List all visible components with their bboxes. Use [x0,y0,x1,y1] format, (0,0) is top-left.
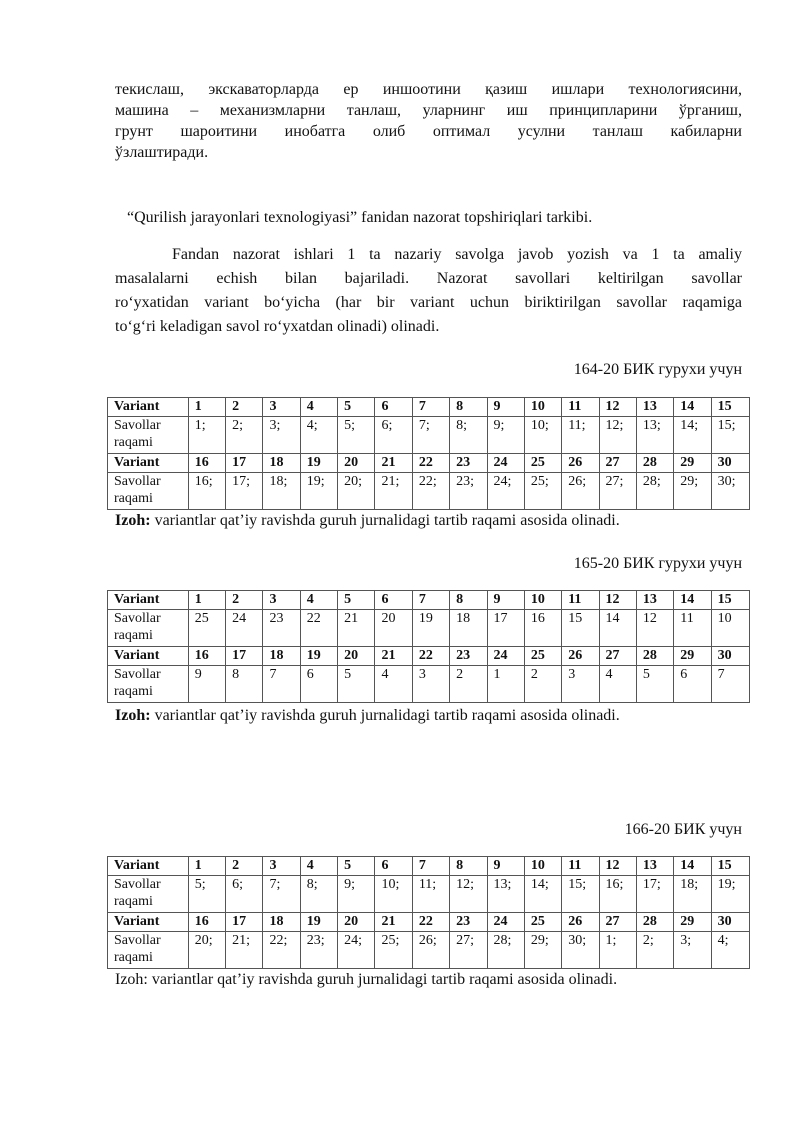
question-number-cell: 23; [300,932,337,969]
question-number-cell: 2; [226,417,263,454]
variant-number-cell: 9 [487,591,524,610]
question-number-cell: 14 [599,610,636,647]
question-number-cell: 18; [674,876,711,913]
question-number-cell: 6 [674,666,711,703]
note-166 [115,970,617,990]
question-number-cell: 15; [711,417,749,454]
variant-number-cell: 6 [375,857,412,876]
question-number-cell: 3; [674,932,711,969]
question-number-cell: 4; [300,417,337,454]
variant-number-cell: 3 [263,591,300,610]
intro-paragraph [115,79,742,163]
question-number-cell: 19 [412,610,449,647]
variant-number-cell: 6 [375,591,412,610]
variant-number-cell: 2 [226,591,263,610]
question-number-cell: 12; [450,876,487,913]
variant-number-cell: 18 [263,454,300,473]
variant-number-cell: 27 [599,647,636,666]
variant-number-cell: 5 [338,591,375,610]
variant-number-cell: 21 [375,454,412,473]
variant-number-cell: 10 [524,857,561,876]
variant-number-cell: 28 [636,454,673,473]
savollar-label-cell: Savollar raqami [108,417,189,454]
question-number-cell: 6; [226,876,263,913]
question-number-cell: 13; [487,876,524,913]
question-row [108,610,750,647]
variant-number-cell: 7 [412,857,449,876]
variant-number-cell: 19 [300,913,337,932]
question-number-cell: 4 [599,666,636,703]
question-number-cell: 20; [338,473,375,510]
intro-line: машина – механизмларни танлаш, уларнинг иш принципларини ўрганиш, [115,102,742,119]
section-heading: “Qurilish jarayonlari texnologiyasi” fanidan nazorat topshiriqlari tarkibi. [127,209,593,226]
variant-number-cell: 8 [450,591,487,610]
variant-number-cell: 18 [263,647,300,666]
question-number-cell: 19; [300,473,337,510]
savollar-label-cell: Savollar raqami [108,610,189,647]
variant-table-166 [107,856,750,969]
question-row [108,932,750,969]
question-number-cell: 16; [188,473,225,510]
variant-number-cell: 8 [450,398,487,417]
variant-number-cell: 7 [412,398,449,417]
variant-number-cell: 11 [562,857,599,876]
variant-number-cell: 20 [338,913,375,932]
question-number-cell: 19; [711,876,749,913]
variant-header-row [108,857,750,876]
variant-number-cell: 21 [375,647,412,666]
question-number-cell: 2 [524,666,561,703]
question-number-cell: 4 [375,666,412,703]
variant-number-cell: 14 [674,591,711,610]
variant-number-cell: 5 [338,398,375,417]
variant-number-cell: 29 [674,913,711,932]
question-number-cell: 7 [711,666,749,703]
variant-number-cell: 4 [300,398,337,417]
variant-number-cell: 16 [188,454,225,473]
variant-number-cell: 13 [636,398,673,417]
variant-header-row [108,591,750,610]
question-number-cell: 16 [524,610,561,647]
question-number-cell: 10; [375,876,412,913]
variant-number-cell: 24 [487,913,524,932]
question-number-cell: 11; [562,417,599,454]
body-line: to‘g‘ri keladigan savol ro‘yxatdan olinadi) olinadi. [115,318,440,335]
note-text: Izoh: variantlar qat’iy ravishda guruh jurnalidagi tartib raqami asosida olinadi. [115,971,618,988]
question-number-cell: 5 [636,666,673,703]
question-number-cell: 29; [674,473,711,510]
question-number-cell: 8; [300,876,337,913]
group-label-165: 165-20 БИК гурухи учун [573,555,742,572]
question-number-cell: 7; [412,417,449,454]
variant-number-cell: 27 [599,913,636,932]
variant-number-cell: 20 [338,647,375,666]
note-text: variantlar qat’iy ravishda guruh jurnalidagi tartib raqami asosida olinadi. [150,512,620,529]
question-number-cell: 6 [300,666,337,703]
question-number-cell: 24; [338,932,375,969]
savollar-label-cell: Savollar raqami [108,473,189,510]
question-number-cell: 30; [711,473,749,510]
variant-header-row [108,454,750,473]
question-number-cell: 6; [375,417,412,454]
variant-label-cell: Variant [108,857,189,876]
question-number-cell: 2 [450,666,487,703]
question-number-cell: 5 [338,666,375,703]
question-number-cell: 1; [188,417,225,454]
variant-number-cell: 22 [412,913,449,932]
variant-label-cell: Variant [108,398,189,417]
variant-number-cell: 17 [226,454,263,473]
variant-number-cell: 27 [599,454,636,473]
variant-number-cell: 30 [711,913,749,932]
question-number-cell: 8; [450,417,487,454]
question-number-cell: 22 [300,610,337,647]
question-number-cell: 25 [188,610,225,647]
body-line: masalalarni echish bilan bajariladi. Nazorat savollari keltirilgan savollar [115,270,742,287]
question-number-cell: 2; [636,932,673,969]
question-number-cell: 13; [636,417,673,454]
variant-number-cell: 23 [450,913,487,932]
note-bold: Izoh: [115,707,151,724]
variant-number-cell: 24 [487,454,524,473]
question-number-cell: 12 [636,610,673,647]
body-line: ro‘yxatidan variant bo‘yicha (har bir variant uchun biriktirilgan savollar raqamiga [115,294,742,311]
question-number-cell: 20 [375,610,412,647]
variant-label-cell: Variant [108,591,189,610]
question-number-cell: 22; [263,932,300,969]
question-number-cell: 5; [338,417,375,454]
question-number-cell: 14; [674,417,711,454]
variant-number-cell: 22 [412,454,449,473]
variant-number-cell: 23 [450,454,487,473]
variant-number-cell: 12 [599,398,636,417]
question-number-cell: 24; [487,473,524,510]
variant-number-cell: 26 [562,647,599,666]
variant-number-cell: 29 [674,454,711,473]
intro-line: грунт шароитини инобатга олиб оптимал усулни танлаш кабиларни [115,123,742,140]
variant-number-cell: 2 [226,398,263,417]
question-number-cell: 23; [450,473,487,510]
variant-number-cell: 14 [674,857,711,876]
variant-number-cell: 8 [450,857,487,876]
body-paragraph [115,243,742,339]
variant-number-cell: 28 [636,647,673,666]
variant-number-cell: 12 [599,591,636,610]
variant-label-cell: Variant [108,913,189,932]
variant-number-cell: 11 [562,398,599,417]
variant-header-row [108,913,750,932]
question-number-cell: 3; [263,417,300,454]
note-165 [115,706,620,726]
variant-number-cell: 1 [188,398,225,417]
variant-number-cell: 1 [188,857,225,876]
question-row [108,473,750,510]
variant-number-cell: 30 [711,647,749,666]
variant-number-cell: 4 [300,591,337,610]
variant-number-cell: 22 [412,647,449,666]
variant-header-row [108,647,750,666]
question-number-cell: 9; [487,417,524,454]
variant-number-cell: 24 [487,647,524,666]
variant-number-cell: 11 [562,591,599,610]
question-number-cell: 15; [562,876,599,913]
variant-number-cell: 14 [674,398,711,417]
variant-number-cell: 26 [562,454,599,473]
question-row [108,417,750,454]
variant-number-cell: 26 [562,913,599,932]
question-number-cell: 27; [599,473,636,510]
variant-number-cell: 28 [636,913,673,932]
group-label-166: 166-20 БИК учун [624,821,742,838]
variant-number-cell: 7 [412,591,449,610]
question-number-cell: 3 [412,666,449,703]
variant-number-cell: 20 [338,454,375,473]
variant-number-cell: 23 [450,647,487,666]
variant-number-cell: 17 [226,647,263,666]
question-number-cell: 28; [487,932,524,969]
note-bold: Izoh: [115,512,151,529]
variant-number-cell: 25 [524,647,561,666]
body-line: Fandan nazorat ishlari 1 ta nazariy savolga javob yozish va 1 ta amaliy [172,246,742,263]
question-number-cell: 25; [375,932,412,969]
question-number-cell: 14; [524,876,561,913]
variant-number-cell: 9 [487,857,524,876]
question-number-cell: 7 [263,666,300,703]
question-number-cell: 1; [599,932,636,969]
variant-number-cell: 15 [711,591,749,610]
variant-number-cell: 30 [711,454,749,473]
question-number-cell: 9; [338,876,375,913]
question-number-cell: 21; [226,932,263,969]
variant-number-cell: 4 [300,857,337,876]
savollar-label-cell: Savollar raqami [108,876,189,913]
variant-number-cell: 13 [636,591,673,610]
variant-number-cell: 16 [188,647,225,666]
variant-number-cell: 18 [263,913,300,932]
variant-label-cell: Variant [108,454,189,473]
question-number-cell: 15 [562,610,599,647]
variant-number-cell: 5 [338,857,375,876]
question-number-cell: 8 [226,666,263,703]
note-164 [115,511,620,531]
variant-number-cell: 9 [487,398,524,417]
variant-number-cell: 1 [188,591,225,610]
question-number-cell: 4; [711,932,749,969]
question-number-cell: 26; [562,473,599,510]
question-number-cell: 28; [636,473,673,510]
question-number-cell: 7; [263,876,300,913]
variant-number-cell: 3 [263,857,300,876]
question-number-cell: 5; [188,876,225,913]
variant-number-cell: 2 [226,857,263,876]
question-number-cell: 12; [599,417,636,454]
question-number-cell: 26; [412,932,449,969]
variant-number-cell: 16 [188,913,225,932]
question-number-cell: 17; [636,876,673,913]
question-number-cell: 21 [338,610,375,647]
variant-number-cell: 21 [375,913,412,932]
question-number-cell: 3 [562,666,599,703]
question-number-cell: 21; [375,473,412,510]
variant-number-cell: 6 [375,398,412,417]
question-row [108,666,750,703]
question-number-cell: 10 [711,610,749,647]
savollar-label-cell: Savollar raqami [108,666,189,703]
variant-number-cell: 10 [524,591,561,610]
variant-number-cell: 10 [524,398,561,417]
group-label-164: 164-20 БИК гурухи учун [573,361,742,378]
question-number-cell: 20; [188,932,225,969]
variant-number-cell: 3 [263,398,300,417]
question-number-cell: 17; [226,473,263,510]
question-number-cell: 18; [263,473,300,510]
variant-number-cell: 29 [674,647,711,666]
question-number-cell: 18 [450,610,487,647]
question-number-cell: 10; [524,417,561,454]
question-number-cell: 30; [562,932,599,969]
variant-number-cell: 25 [524,913,561,932]
intro-line: ўзлаштиради. [115,144,209,161]
variant-number-cell: 19 [300,647,337,666]
variant-header-row [108,398,750,417]
variant-label-cell: Variant [108,647,189,666]
variant-number-cell: 15 [711,857,749,876]
variant-number-cell: 17 [226,913,263,932]
question-number-cell: 27; [450,932,487,969]
question-number-cell: 22; [412,473,449,510]
variant-number-cell: 19 [300,454,337,473]
note-text: variantlar qat’iy ravishda guruh jurnalidagi tartib raqami asosida olinadi. [150,707,620,724]
question-row [108,876,750,913]
variant-number-cell: 25 [524,454,561,473]
question-number-cell: 29; [524,932,561,969]
variant-table-164 [107,397,750,510]
savollar-label-cell: Savollar raqami [108,932,189,969]
question-number-cell: 17 [487,610,524,647]
variant-number-cell: 13 [636,857,673,876]
intro-line: текислаш, экскаваторларда ер иншоотини қазиш ишлари технологиясини, [115,81,742,98]
question-number-cell: 16; [599,876,636,913]
question-number-cell: 11 [674,610,711,647]
question-number-cell: 11; [412,876,449,913]
question-number-cell: 9 [188,666,225,703]
question-number-cell: 1 [487,666,524,703]
question-number-cell: 24 [226,610,263,647]
variant-table-165 [107,590,750,703]
question-number-cell: 23 [263,610,300,647]
variant-number-cell: 12 [599,857,636,876]
question-number-cell: 25; [524,473,561,510]
variant-number-cell: 15 [711,398,749,417]
